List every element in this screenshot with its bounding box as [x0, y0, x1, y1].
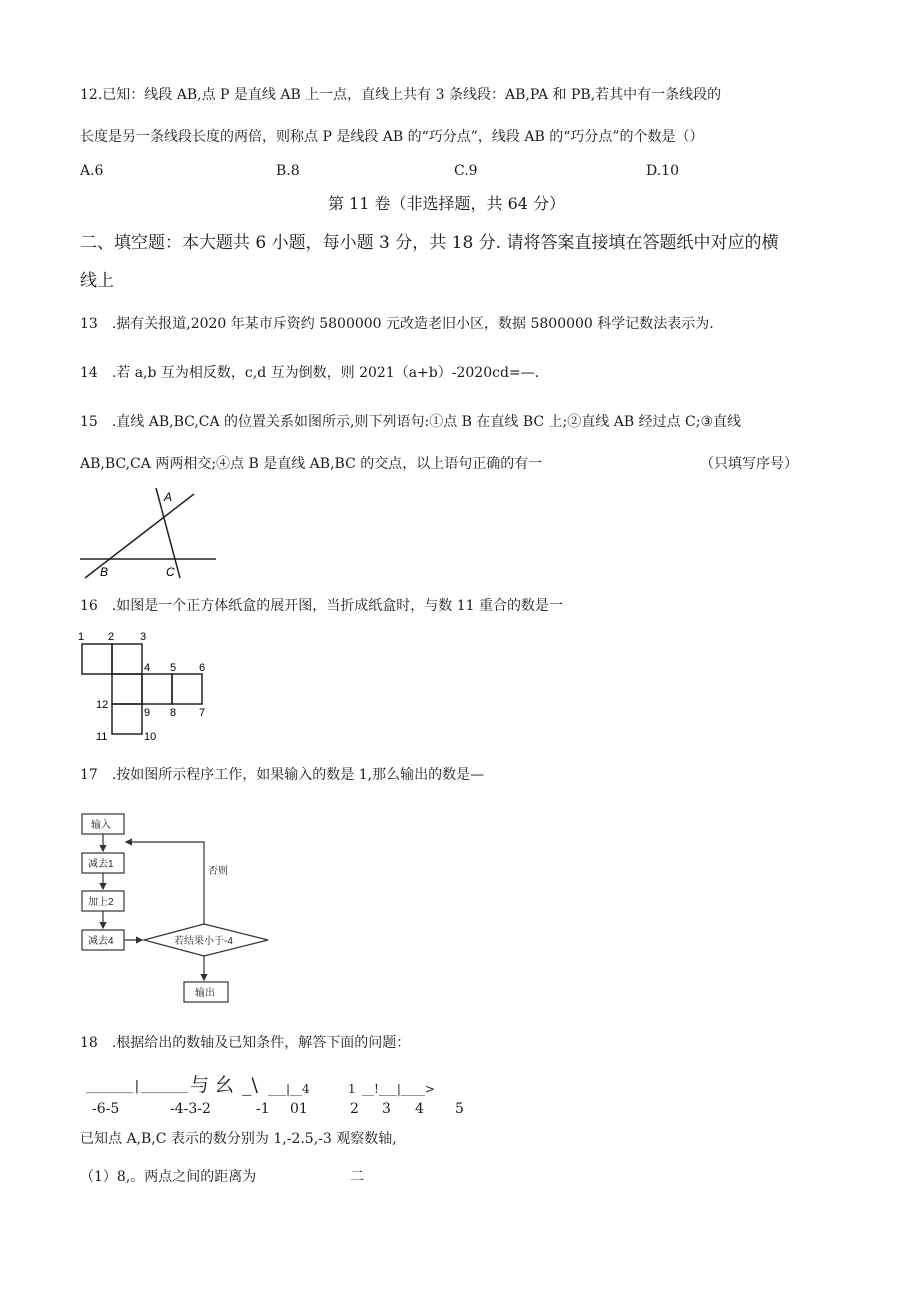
net-num-12: 12 [96, 699, 109, 711]
q12-option-d: D.10 [646, 163, 679, 179]
axis-seg-6: __!___|____> [362, 1082, 435, 1096]
net-num-8: 8 [170, 707, 177, 719]
label-c: C [166, 565, 175, 579]
axis-seg-2: 与 幺 [190, 1074, 235, 1096]
axis-num-8: 5 [455, 1101, 464, 1117]
net-num-1: 1 [78, 631, 85, 643]
q15-hint: （只填写序号） [700, 456, 798, 472]
q12-line-1: 12.已知：线段 AB,点 P 是直线 AB 上一点，直线上共有 3 条线段：AB,PA 和 PB,若其中有一条线段的 [80, 87, 722, 103]
net-num-2: 2 [108, 631, 115, 643]
net-num-10: 10 [144, 731, 157, 743]
q18-sub1: （1）8,。两点之间的距离为 [80, 1169, 257, 1185]
cube-net-figure [76, 630, 216, 745]
axis-num-2: -4-3-2 [170, 1101, 211, 1117]
net-square-5 [172, 674, 202, 704]
q18-sub1-blank: 二 [350, 1169, 364, 1185]
net-num-3: 3 [140, 631, 147, 643]
flow-condition-label: 若结果小于-4 [174, 936, 233, 947]
net-num-5: 5 [170, 662, 177, 674]
net-num-11: 11 [96, 731, 108, 743]
axis-num-5: 2 [350, 1101, 359, 1117]
axis-seg-5: 1 [348, 1082, 356, 1096]
q13-text: 13 .据有关报道,2020 年某市斥资约 5800000 元改造老旧小区，数据 5800000 科学记数法表示为. [80, 316, 714, 332]
net-num-9: 9 [144, 707, 151, 719]
q18-text: 18 .根据给出的数轴及已知条件，解答下面的问题： [80, 1035, 411, 1051]
axis-num-1: -6-5 [92, 1101, 120, 1117]
flow-sub4-label: 减去4 [88, 936, 114, 947]
flow-no-label: 否则 [208, 866, 228, 877]
label-a: A [164, 490, 173, 504]
label-b: B [100, 565, 109, 579]
flow-sub1-label: 减去1 [88, 859, 114, 870]
net-square-3 [112, 674, 142, 704]
q16-text: 16 .如图是一个正方体纸盒的展开图，当折成纸盒时，与数 11 重合的数是一 [80, 598, 563, 614]
axis-num-7: 4 [415, 1101, 424, 1117]
axis-seg-3: _\ [242, 1074, 258, 1096]
axis-num-4: 01 [290, 1101, 308, 1117]
q12-option-b: B.8 [276, 163, 300, 179]
q17-text: 17 .按如图所示程序工作，如果输入的数是 1,那么输出的数是— [80, 767, 485, 783]
axis-num-3: -1 [256, 1101, 270, 1117]
net-num-4: 4 [144, 662, 151, 674]
axis-seg-4: ___|__4 [268, 1082, 310, 1096]
q12-option-a: A.6 [80, 163, 104, 179]
flowchart [78, 810, 278, 1010]
net-square-2 [112, 644, 142, 674]
flow-add2-label: 加上2 [88, 897, 114, 908]
flow-input-label: 输入 [91, 820, 111, 831]
net-square-4 [142, 674, 172, 704]
net-num-7: 7 [199, 707, 206, 719]
q15-line-2: AB,BC,CA 两两相交;④点 B 是直线 AB,BC 的交点，以上语句正确的有一 [80, 456, 543, 472]
net-num-6: 6 [199, 662, 206, 674]
q14-text: 14 .若 a,b 互为相反数，c,d 互为倒数，则 2021（a+b）-2020cd=—. [80, 365, 540, 381]
net-square-6 [112, 704, 142, 734]
axis-seg-1: ______|______ [86, 1079, 188, 1094]
section2-line-1: 二、填空题：本大题共 6 小题，每小题 3 分，共 18 分. 请将答案直接填在答题纸中对应的横 [80, 233, 779, 253]
q18-known: 已知点 A,B,C 表示的数分别为 1,-2.5,-3 观察数轴, [80, 1131, 397, 1147]
flow-output-label: 输出 [195, 988, 215, 999]
q15-lines-figure [80, 488, 220, 583]
axis-num-6: 3 [382, 1101, 391, 1117]
q12-option-c: C.9 [454, 163, 478, 179]
net-square-1 [82, 644, 112, 674]
part2-title: 第 11 卷（非选择题，共 64 分） [328, 194, 566, 213]
q15-line-1: 15 .直线 AB,BC,CA 的位置关系如图所示,则下列语句:①点 B 在直线 BC 上;②直线 AB 经过点 C;③直线 [80, 414, 742, 430]
section2-line-2: 线上 [80, 271, 114, 291]
q12-line-2: 长度是另一条线段长度的两倍，则称点 P 是线段 AB 的“巧分点”，线段 AB 的“巧分点”的个数是（） [80, 129, 704, 145]
